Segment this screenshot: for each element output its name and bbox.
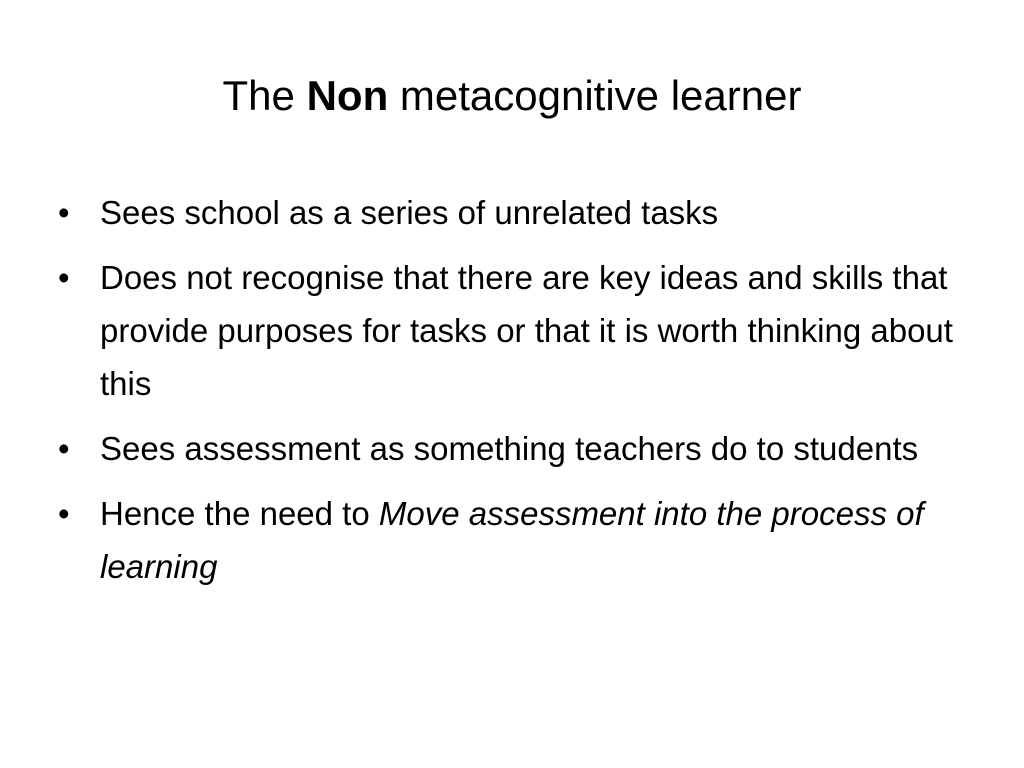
bullet-dot-icon: • — [58, 430, 70, 467]
bullet-text: Hence the need to — [100, 495, 379, 532]
title-emphasis: Non — [306, 72, 389, 119]
bullet-item — [58, 487, 958, 593]
slide-title — [0, 66, 1024, 126]
bullet-text: Sees assessment as something teachers do to students — [100, 430, 919, 467]
bullet-dot-icon: • — [58, 259, 70, 296]
bullet-item — [58, 251, 958, 410]
bullet-text: Sees school as a series of unrelated tasks — [100, 194, 719, 231]
bullet-dot-icon: • — [58, 194, 70, 231]
bullet-dot-icon: • — [58, 495, 70, 532]
title-prefix: The — [222, 72, 307, 119]
bullet-list — [58, 186, 958, 605]
bullet-item — [58, 186, 958, 239]
bullet-text: Does not recognise that there are key ideas and skills that provide purposes for tasks or that it is worth thinking about this — [100, 259, 953, 402]
bullet-text-emphasis: Move assessment into the process of learning — [100, 495, 924, 585]
title-suffix: metacognitive learner — [388, 72, 802, 119]
bullet-item — [58, 422, 958, 475]
